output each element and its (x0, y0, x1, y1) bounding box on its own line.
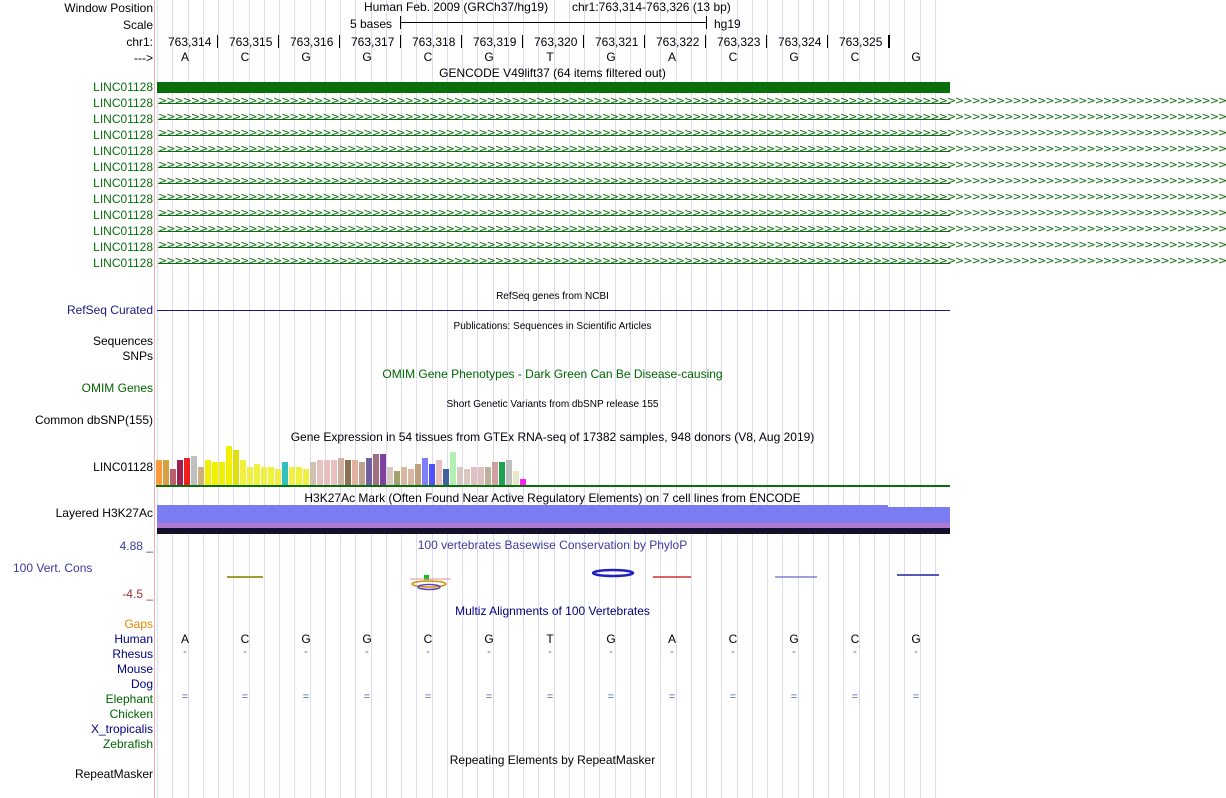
human-base: G (789, 632, 799, 646)
gencode-transcript[interactable] (158, 254, 1226, 267)
snps-label[interactable]: SNPs (122, 349, 153, 363)
gtex-tissue-bar[interactable] (303, 469, 309, 485)
human-base: G (484, 632, 494, 646)
coordinate-tick (583, 35, 584, 48)
gencode-item-label[interactable]: LINC01128 (93, 112, 153, 126)
gtex-tissue-bar[interactable] (163, 460, 169, 485)
alignment-double-line: = (363, 691, 371, 703)
strand-arrows: >>>>>>>>>>>>>>>>>>>>>>>>>>>>>>>>>>>>>>>>>>>>>>>>>>>>>>>>>>>>>>>>>>>>>>>>>>>>>>>>>>>>>>>>>>>>>>>>>>>>>>>>>>>>>>>>>>>>>>>>>>>>>>>>>> (158, 174, 1226, 187)
gtex-tissue-bar[interactable] (275, 469, 281, 485)
alignment-double-line: = (851, 691, 859, 703)
gtex-tissue-bar[interactable] (513, 471, 519, 485)
scale-label: Scale (122, 18, 153, 32)
gtex-baseline (156, 485, 950, 487)
coordinate-tick (339, 35, 340, 48)
base-letter: G (362, 50, 372, 64)
gencode-item-label[interactable]: LINC01128 (93, 192, 153, 206)
strand-arrows: >>>>>>>>>>>>>>>>>>>>>>>>>>>>>>>>>>>>>>>>>>>>>>>>>>>>>>>>>>>>>>>>>>>>>>>>>>>>>>>>>>>>>>>>>>>>>>>>>>>>>>>>>>>>>>>>>>>>>>>>>>>>>>>>>> (158, 190, 1226, 203)
base-letter: G (301, 50, 311, 64)
coordinate-label: 763,321 (595, 35, 639, 49)
alignment-match-dash: - (426, 646, 430, 658)
human-base: G (606, 632, 616, 646)
omim-title: OMIM Gene Phenotypes - Dark Green Can Be Disease-causing (382, 367, 723, 381)
coordinate-tick (827, 35, 828, 48)
base-letter: A (180, 50, 189, 64)
refseq-title: RefSeq genes from NCBI (496, 291, 609, 302)
gencode-item-label[interactable]: LINC01128 (93, 80, 153, 94)
gtex-tissue-bar[interactable] (240, 460, 246, 485)
coordinate-label: 763,325 (839, 35, 883, 49)
repeatmasker-label[interactable]: RepeatMasker (74, 767, 153, 781)
gencode-transcript[interactable] (158, 94, 1226, 107)
gtex-tissue-bar[interactable] (471, 467, 477, 485)
base-letter: G (789, 50, 799, 64)
alignment-double-line: = (302, 691, 310, 703)
gtex-tissue-bar[interactable] (205, 460, 211, 485)
common-dbsnp-label[interactable]: Common dbSNP(155) (34, 413, 153, 427)
gtex-tissue-bar[interactable] (331, 460, 337, 485)
gtex-tissue-bar[interactable] (464, 469, 470, 485)
alignment-double-line: = (729, 691, 737, 703)
gtex-tissue-bar[interactable] (261, 467, 267, 485)
h3k27ac-label[interactable]: Layered H3K27Ac (55, 506, 153, 520)
position-text[interactable]: chr1:763,314-763,326 (13 bp) (572, 0, 731, 14)
alignment-match-dash: - (243, 646, 247, 658)
human-base: G (362, 632, 372, 646)
gaps-label[interactable]: Gaps (124, 617, 153, 631)
multiz-title: Multiz Alignments of 100 Vertebrates (455, 604, 650, 618)
strand-arrows: >>>>>>>>>>>>>>>>>>>>>>>>>>>>>>>>>>>>>>>>>>>>>>>>>>>>>>>>>>>>>>>>>>>>>>>>>>>>>>>>>>>>>>>>>>>>>>>>>>>>>>>>>>>>>>>>>>>>>>>>>>>>>>>>>> (158, 206, 1226, 219)
cons-label[interactable]: 100 Vert. Cons (13, 561, 93, 575)
base-letter: C (850, 50, 860, 64)
coordinate-tick (461, 35, 462, 48)
human-base: T (546, 632, 554, 646)
gtex-tissue-bar[interactable] (156, 460, 162, 485)
base-letter: C (240, 50, 250, 64)
gtex-tissue-bar[interactable] (177, 460, 183, 485)
repeatmasker-title: Repeating Elements by RepeatMasker (449, 753, 656, 767)
alignment-match-dash: - (670, 646, 674, 658)
gtex-tissue-bar[interactable] (499, 462, 505, 485)
base-letter: C (423, 50, 433, 64)
alignment-match-dash: - (792, 646, 796, 658)
gencode-transcript[interactable] (158, 142, 1226, 155)
gtex-tissue-bar[interactable] (478, 467, 484, 485)
human-base: C (423, 632, 433, 646)
scale-bases: 5 bases (350, 17, 393, 31)
species-label[interactable]: Mouse (116, 662, 153, 676)
gencode-item-label[interactable]: LINC01128 (93, 160, 153, 174)
base-letter: G (606, 50, 616, 64)
base-letter: G (484, 50, 494, 64)
coordinate-label: 763,315 (229, 35, 273, 49)
strand-arrows: >>>>>>>>>>>>>>>>>>>>>>>>>>>>>>>>>>>>>>>>>>>>>>>>>>>>>>>>>>>>>>>>>>>>>>>>>>>>>>>>>>>>>>>>>>>>>>>>>>>>>>>>>>>>>>>>>>>>>>>>>>>>>>>>>> (158, 94, 1226, 107)
coordinate-tick (217, 35, 218, 48)
coordinate-label: 763,317 (351, 35, 395, 49)
gtex-tissue-bar[interactable] (415, 464, 421, 485)
coordinate-tick (400, 35, 401, 48)
phylop-title: 100 vertebrates Basewise Conservation by PhyloP (417, 538, 688, 552)
gtex-tissue-bar[interactable] (310, 462, 316, 485)
strand-arrows: >>>>>>>>>>>>>>>>>>>>>>>>>>>>>>>>>>>>>>>>>>>>>>>>>>>>>>>>>>>>>>>>>>>>>>>>>>>>>>>>>>>>>>>>>>>>>>>>>>>>>>>>>>>>>>>>>>>>>>>>>>>>>>>>>> (158, 238, 1226, 251)
alignment-match-dash: - (914, 646, 918, 658)
gencode-transcript[interactable] (158, 238, 1226, 251)
gtex-tissue-bar[interactable] (317, 460, 323, 485)
coordinate-tick (644, 35, 645, 48)
gencode-transcript[interactable] (158, 222, 1226, 235)
human-base: G (301, 632, 311, 646)
phylop-logo[interactable] (155, 565, 950, 591)
gtex-gene-label[interactable]: LINC01128 (93, 460, 153, 474)
alignment-match-dash: - (304, 646, 308, 658)
gencode-transcript[interactable] (158, 158, 1226, 171)
coordinate-tick (889, 35, 890, 48)
gtex-bar-chart[interactable] (156, 444, 536, 485)
gtex-tissue-bar[interactable] (289, 467, 295, 485)
gtex-tissue-bar[interactable] (219, 462, 225, 485)
gencode-transcript[interactable] (158, 110, 1226, 123)
dbsnp-title: Short Genetic Variants from dbSNP release 155 (446, 399, 659, 410)
gtex-tissue-bar[interactable] (492, 462, 498, 485)
human-base: C (240, 632, 250, 646)
species-label[interactable]: Dog (130, 677, 153, 691)
gtex-tissue-bar[interactable] (184, 458, 190, 485)
cons-max-label: 4.88 _ (119, 539, 153, 553)
base-letter: C (728, 50, 738, 64)
gtex-tissue-bar[interactable] (443, 469, 449, 485)
alignment-double-line: = (241, 691, 249, 703)
alignment-double-line: = (424, 691, 432, 703)
gtex-tissue-bar[interactable] (422, 458, 428, 485)
gtex-tissue-bar[interactable] (387, 467, 393, 485)
gtex-tissue-bar[interactable] (408, 469, 414, 485)
species-label[interactable]: Chicken (109, 707, 153, 721)
h3k27ac-title: H3K27Ac Mark (Often Found Near Active Regulatory Elements) on 7 cell lines from ENCODE (304, 491, 801, 505)
gtex-tissue-bar[interactable] (338, 458, 344, 485)
human-base: G (911, 632, 921, 646)
gtex-tissue-bar[interactable] (212, 462, 218, 485)
gtex-tissue-bar[interactable] (296, 467, 302, 485)
gencode-transcript[interactable] (158, 126, 1226, 139)
h3k27ac-signal[interactable] (157, 505, 888, 523)
strand-arrows: >>>>>>>>>>>>>>>>>>>>>>>>>>>>>>>>>>>>>>>>>>>>>>>>>>>>>>>>>>>>>>>>>>>>>>>>>>>>>>>>>>>>>>>>>>>>>>>>>>>>>>>>>>>>>>>>>>>>>>>>>>>>>>>>>> (158, 142, 1226, 155)
alignment-double-line: = (607, 691, 615, 703)
coordinate-label: 763,319 (473, 35, 517, 49)
gtex-tissue-bar[interactable] (450, 452, 456, 485)
coordinate-label: 763,324 (778, 35, 822, 49)
gtex-tissue-bar[interactable] (254, 464, 260, 485)
chrom-label: chr1: (126, 35, 153, 49)
alignment-double-line: = (485, 691, 493, 703)
alignment-match-dash: - (548, 646, 552, 658)
window-position-label: Window Position (64, 1, 153, 15)
coordinate-label: 763,318 (412, 35, 456, 49)
scale-db: hg19 (714, 17, 741, 31)
gtex-tissue-bar[interactable] (282, 462, 288, 485)
gtex-tissue-bar[interactable] (352, 460, 358, 485)
gencode-item-label[interactable]: LINC01128 (93, 128, 153, 142)
alignment-match-dash: - (365, 646, 369, 658)
gtex-tissue-bar[interactable] (170, 469, 176, 485)
alignment-double-line: = (668, 691, 676, 703)
strand-arrows: >>>>>>>>>>>>>>>>>>>>>>>>>>>>>>>>>>>>>>>>>>>>>>>>>>>>>>>>>>>>>>>>>>>>>>>>>>>>>>>>>>>>>>>>>>>>>>>>>>>>>>>>>>>>>>>>>>>>>>>>>>>>>>>>>> (158, 110, 1226, 123)
alignment-match-dash: - (609, 646, 613, 658)
alignment-double-line: = (181, 691, 189, 703)
gtex-tissue-bar[interactable] (485, 467, 491, 485)
base-letter: A (667, 50, 676, 64)
coordinate-label: 763,316 (290, 35, 334, 49)
species-label[interactable]: Human (114, 632, 153, 646)
gencode-item-label[interactable]: LINC01128 (93, 176, 153, 190)
gencode-title: GENCODE V49lift37 (64 items filtered out) (439, 66, 666, 80)
coordinate-label: 763,322 (656, 35, 700, 49)
alignment-match-dash: - (853, 646, 857, 658)
gtex-tissue-bar[interactable] (191, 456, 197, 485)
gencode-transcript[interactable] (158, 190, 1226, 203)
coordinate-tick (522, 35, 523, 48)
gtex-tissue-bar[interactable] (233, 450, 239, 485)
alignment-match-dash: - (487, 646, 491, 658)
alignment-match-dash: - (731, 646, 735, 658)
gencode-transcript[interactable] (158, 174, 1226, 187)
coordinate-label: 763,314 (168, 35, 212, 49)
strand-arrows: >>>>>>>>>>>>>>>>>>>>>>>>>>>>>>>>>>>>>>>>>>>>>>>>>>>>>>>>>>>>>>>>>>>>>>>>>>>>>>>>>>>>>>>>>>>>>>>>>>>>>>>>>>>>>>>>>>>>>>>>>>>>>>>>>> (158, 222, 1226, 235)
assembly-title: Human Feb. 2009 (GRCh37/hg19) (364, 0, 549, 14)
alignment-double-line: = (912, 691, 920, 703)
gtex-tissue-bar[interactable] (506, 460, 512, 485)
gtex-tissue-bar[interactable] (394, 471, 400, 485)
gtex-tissue-bar[interactable] (436, 460, 442, 485)
gtex-tissue-bar[interactable] (366, 458, 372, 485)
human-base: A (180, 632, 189, 646)
coordinate-tick (278, 35, 279, 48)
coordinate-tick (705, 35, 706, 48)
gtex-tissue-bar[interactable] (268, 467, 274, 485)
gtex-tissue-bar[interactable] (373, 454, 379, 485)
alignment-match-dash: - (183, 646, 187, 658)
gtex-tissue-bar[interactable] (324, 460, 330, 485)
coordinate-label: 763,323 (717, 35, 761, 49)
omim-label[interactable]: OMIM Genes (81, 381, 153, 395)
h3k27ac-layer-3 (157, 528, 950, 534)
refseq-label[interactable]: RefSeq Curated (66, 303, 153, 317)
species-label[interactable]: X_tropicalis (90, 722, 153, 736)
gtex-tissue-bar[interactable] (429, 464, 435, 485)
gtex-tissue-bar[interactable] (380, 454, 386, 485)
species-label[interactable]: Zebrafish (102, 737, 153, 751)
coordinate-label: 763,320 (534, 35, 578, 49)
h3k27ac-signal-right[interactable] (888, 507, 950, 523)
gencode-transcript[interactable] (158, 206, 1226, 219)
alignment-double-line: = (546, 691, 554, 703)
strand-arrow: ---> (134, 51, 153, 65)
gencode-gene-bar[interactable] (157, 82, 950, 93)
gtex-tissue-bar[interactable] (198, 467, 204, 485)
gencode-item-label[interactable]: LINC01128 (93, 240, 153, 254)
gencode-item-label[interactable]: LINC01128 (93, 208, 153, 222)
cons-min-label: -4.5 _ (122, 587, 153, 601)
gencode-item-label[interactable]: LINC01128 (93, 96, 153, 110)
base-letter: T (546, 50, 554, 64)
scale-bar (400, 16, 707, 29)
gtex-tissue-bar[interactable] (359, 462, 365, 485)
species-label[interactable]: Elephant (105, 692, 153, 706)
base-letter: G (911, 50, 921, 64)
human-base: A (667, 632, 676, 646)
human-base: C (728, 632, 738, 646)
strand-arrows: >>>>>>>>>>>>>>>>>>>>>>>>>>>>>>>>>>>>>>>>>>>>>>>>>>>>>>>>>>>>>>>>>>>>>>>>>>>>>>>>>>>>>>>>>>>>>>>>>>>>>>>>>>>>>>>>>>>>>>>>>>>>>>>>>> (158, 158, 1226, 171)
sequences-label[interactable]: Sequences (92, 334, 153, 348)
strand-arrows: >>>>>>>>>>>>>>>>>>>>>>>>>>>>>>>>>>>>>>>>>>>>>>>>>>>>>>>>>>>>>>>>>>>>>>>>>>>>>>>>>>>>>>>>>>>>>>>>>>>>>>>>>>>>>>>>>>>>>>>>>>>>>>>>>> (158, 254, 1226, 267)
gtex-tissue-bar[interactable] (247, 467, 253, 485)
strand-arrows: >>>>>>>>>>>>>>>>>>>>>>>>>>>>>>>>>>>>>>>>>>>>>>>>>>>>>>>>>>>>>>>>>>>>>>>>>>>>>>>>>>>>>>>>>>>>>>>>>>>>>>>>>>>>>>>>>>>>>>>>>>>>>>>>>> (158, 126, 1226, 139)
gencode-item-label[interactable]: LINC01128 (93, 256, 153, 270)
gencode-item-label[interactable]: LINC01128 (93, 144, 153, 158)
alignment-double-line: = (790, 691, 798, 703)
gtex-tissue-bar[interactable] (401, 467, 407, 485)
species-label[interactable]: Rhesus (112, 647, 153, 661)
publications-title: Publications: Sequences in Scientific Articles (453, 321, 652, 332)
gencode-item-label[interactable]: LINC01128 (93, 224, 153, 238)
refseq-line[interactable] (157, 310, 950, 311)
human-base: C (850, 632, 860, 646)
coordinate-tick (766, 35, 767, 48)
gtex-tissue-bar[interactable] (345, 460, 351, 485)
gtex-tissue-bar[interactable] (457, 467, 463, 485)
gtex-tissue-bar[interactable] (226, 446, 232, 485)
gtex-title: Gene Expression in 54 tissues from GTEx RNA-seq of 17382 samples, 948 donors (V8, Aug 2019) (290, 430, 815, 444)
